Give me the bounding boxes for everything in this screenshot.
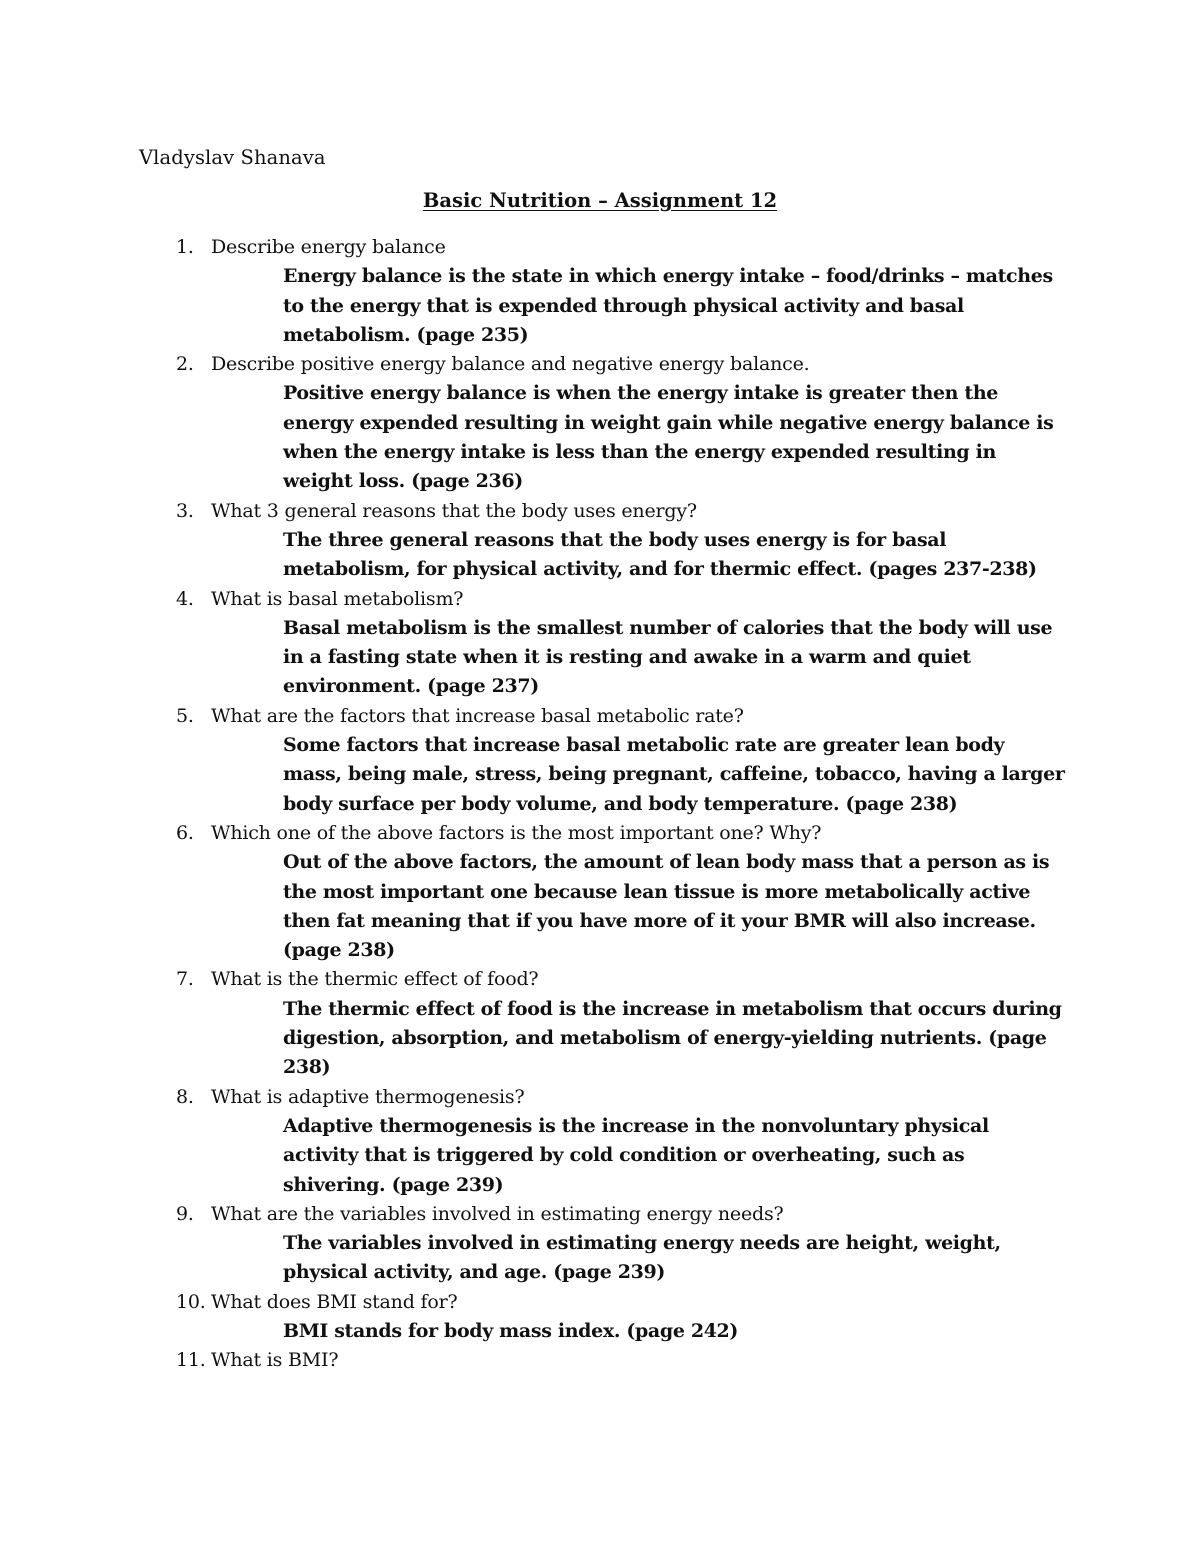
question-list [0,233,1200,1376]
question-number: 10. [176,1290,206,1313]
question-item [0,497,1200,585]
question-number: 8. [176,1085,194,1108]
question-text: What are the factors that increase basal metabolic rate? [211,704,744,727]
question-number: 9. [176,1202,194,1225]
answer-text: Positive energy balance is when the energy intake is greater then the energy expended resulting in weight gain while negative energy balance is when the energy intake is less than the energy expended resulting in weight loss. (page 236) [283,382,1054,493]
question-item [0,585,1200,702]
document-title: Basic Nutrition – Assignment 12 [422,189,778,212]
answer-text: The thermic effect of food is the increase in metabolism that occurs during digestion, absorption, and metabolism of energy-yielding nutrients. (page 238) [283,997,1062,1079]
answer-text: Adaptive thermogenesis is the increase in the nonvoluntary physical activity that is triggered by cold condition or overheating, such as shivering. (page 239) [283,1114,989,1196]
answer-text: Energy balance is the state in which energy intake – food/drinks – matches to the energy that is expended through physical activity and basal metabolism. (page 235) [283,265,1053,346]
question-text: What is basal metabolism? [211,587,464,610]
author-name: Vladyslav Shanava [139,146,326,169]
answer-text: The three general reasons that the body uses energy is for basal metabolism, for physical activity, and for thermic effect. (pages 237-238) [283,528,1037,581]
answer-text: BMI stands for body mass index. (page 242) [283,1319,739,1342]
question-number: 3. [176,499,194,522]
question-item [0,1288,1200,1347]
question-text: What does BMI stand for? [211,1290,458,1313]
question-text: What are the variables involved in estimating energy needs? [211,1202,784,1225]
question-text: Which one of the above factors is the most important one? Why? [211,821,822,844]
question-text: What is BMI? [211,1349,339,1372]
question-number: 11. [176,1349,206,1372]
question-number: 5. [176,704,194,727]
question-text: Describe positive energy balance and negative energy balance. [211,353,810,376]
question-item [0,965,1200,1082]
answer-text: Basal metabolism is the smallest number of calories that the body will use in a fasting state when it is resting and awake in a warm and quiet environment. (page 237) [283,616,1053,698]
question-text: What is adaptive thermogenesis? [211,1085,525,1108]
question-item [0,1200,1200,1288]
question-text: What 3 general reasons that the body uses energy? [211,499,697,522]
answer-text: Some factors that increase basal metabolic rate are greater lean body mass, being male, stress, being pregnant, caffeine, tobacco, having a larger body surface per body volume, and body temperature. (page 238) [283,734,1065,815]
question-item [0,1083,1200,1200]
question-number: 1. [176,236,194,258]
question-text: What is the thermic effect of food? [211,968,539,991]
question-item [0,819,1200,965]
question-item [0,233,1200,350]
question-item [0,1346,1200,1375]
answer-text: The variables involved in estimating energy needs are height, weight, physical activity, and age. (page 239) [283,1232,1001,1284]
question-number: 4. [176,587,194,610]
question-number: 6. [176,821,194,844]
question-item [0,702,1200,819]
answer-text: Out of the above factors, the amount of lean body mass that a person as is the most important one because lean tissue is more metabolically active then fat meaning that if you have more of it your BMR will also increase. (page 238) [283,851,1050,962]
question-number: 7. [176,968,194,991]
question-number: 2. [176,353,194,376]
question-item [0,350,1200,496]
question-text: Describe energy balance [211,236,446,258]
